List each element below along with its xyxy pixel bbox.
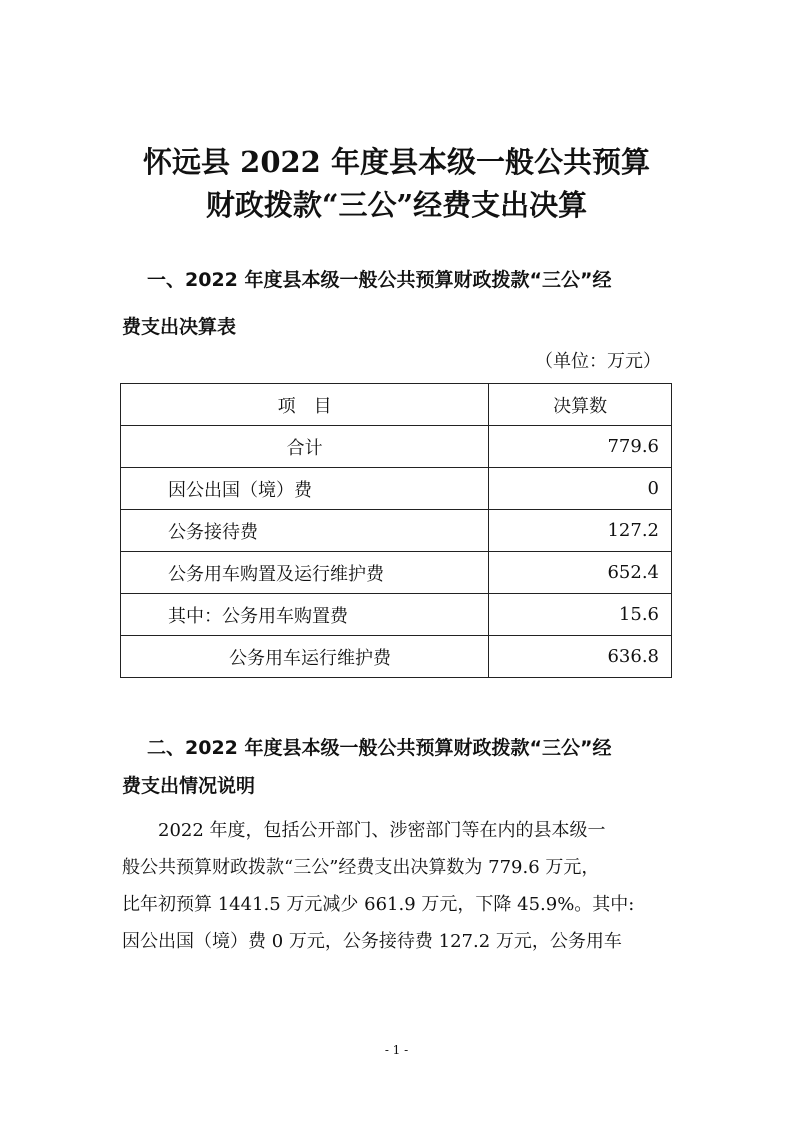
- section2-heading-line2: 费支出情况说明: [122, 775, 256, 797]
- document-title-line1: 怀远县 2022 年度县本级一般公共预算: [143, 145, 650, 179]
- table-row: [121, 552, 672, 594]
- table-row: [121, 468, 672, 510]
- table-header-row: [121, 384, 672, 426]
- table-row: [121, 594, 672, 636]
- table-row: [121, 426, 672, 468]
- table-cell-value: 779.6: [489, 426, 672, 468]
- table-row: [121, 636, 672, 678]
- table-cell-value: 652.4: [489, 552, 672, 594]
- paragraph-line: 般公共预算财政拨款“三公”经费支出决算数为 779.6 万元，: [122, 857, 600, 878]
- expenditure-table: [120, 383, 672, 678]
- unit-note: （单位：万元）: [535, 351, 661, 372]
- table-cell-item: 公务接待费: [121, 510, 489, 552]
- paragraph-line: 比年初预算 1441.5 万元减少 661.9 万元，下降 45.9%。其中:: [122, 894, 635, 915]
- table-header-item: 项 目: [121, 384, 489, 426]
- paragraph-line: 2022 年度，包括公开部门、涉密部门等在内的县本级一: [158, 820, 606, 841]
- table-cell-value: 127.2: [489, 510, 672, 552]
- table-cell-item: 合计: [121, 426, 489, 468]
- table-cell-item: 公务用车购置及运行维护费: [121, 552, 489, 594]
- paragraph-line: 因公出国（境）费 0 万元，公务接待费 127.2 万元，公务用车: [122, 931, 622, 952]
- page-number: - 1 -: [384, 1043, 409, 1057]
- table-cell-item: 因公出国（境）费: [121, 468, 489, 510]
- table-row: [121, 510, 672, 552]
- section1-heading-line1: 一、2022 年度县本级一般公共预算财政拨款“三公”经: [147, 269, 612, 291]
- section2-heading-line1: 二、2022 年度县本级一般公共预算财政拨款“三公”经: [147, 737, 612, 759]
- table-cell-value: 0: [489, 468, 672, 510]
- table-cell-value: 636.8: [489, 636, 672, 678]
- section1-heading-line2: 费支出决算表: [122, 316, 237, 338]
- document-title-line2: 财政拨款“三公”经费支出决算: [205, 188, 588, 222]
- table-cell-item: 公务用车运行维护费: [121, 636, 489, 678]
- table-cell-item: 其中：公务用车购置费: [121, 594, 489, 636]
- table-header-value: 决算数: [489, 384, 672, 426]
- table-cell-value: 15.6: [489, 594, 672, 636]
